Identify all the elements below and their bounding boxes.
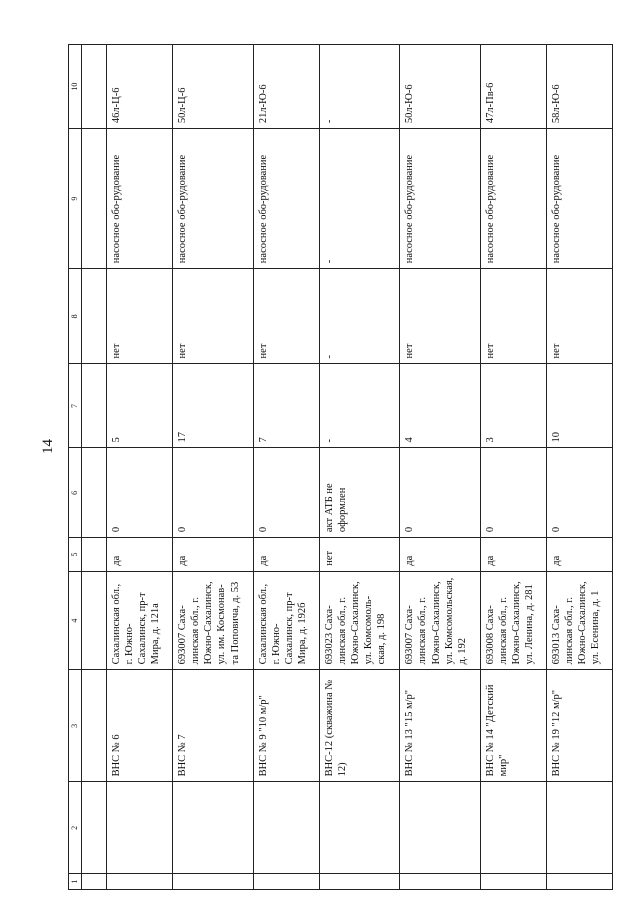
table-cell <box>400 874 481 890</box>
table-cell-col5: да <box>480 538 546 572</box>
table-cell-col6: 0 <box>173 448 254 538</box>
table-cell <box>82 448 107 538</box>
table-cell-col6: акт АТБ не оформлен <box>319 448 400 538</box>
table-cell-col10: 58л-Ю-6 <box>546 45 612 129</box>
table-row <box>173 45 254 890</box>
table-cell-col8: - <box>319 269 400 364</box>
table-cell-col5: да <box>253 538 319 572</box>
table-cell-col6: 0 <box>253 448 319 538</box>
table-row <box>107 45 173 890</box>
table-cell-col7: 3 <box>480 364 546 448</box>
table-cell-col7: 7 <box>253 364 319 448</box>
table-cell-col4: Сахалинская обл., г. Южно-Сахалинск, пр-т Мира, д. 121а <box>107 571 173 670</box>
table-cell-col3: ВНС № 13 "15 м/р" <box>400 670 481 782</box>
table-cell <box>546 874 612 890</box>
table-cell-col6: 0 <box>546 448 612 538</box>
table-cell <box>82 269 107 364</box>
table-cell-col9: насосное обо-рудование <box>107 129 173 269</box>
table-body <box>82 45 613 890</box>
column-number: 9 <box>69 129 82 269</box>
column-number: 4 <box>69 571 82 670</box>
table-cell <box>480 874 546 890</box>
table-cell-col3: ВНС № 6 <box>107 670 173 782</box>
column-number: 3 <box>69 670 82 782</box>
table-cell-col3: ВНС № 7 <box>173 670 254 782</box>
table-cell <box>82 45 107 129</box>
table-cell <box>82 364 107 448</box>
column-number: 6 <box>69 448 82 538</box>
column-number: 7 <box>69 364 82 448</box>
table-cell-col7: 4 <box>400 364 481 448</box>
table-cell-col4: 693008 Саха-линская обл., г. Южно-Сахалинск, ул. Ленина, д. 281 <box>480 571 546 670</box>
table-cell-col10: - <box>319 45 400 129</box>
table-row <box>480 45 546 890</box>
table-cell-col3: ВНС № 9 "10 м/р" <box>253 670 319 782</box>
table-cell <box>253 874 319 890</box>
column-number: 1 <box>69 874 82 890</box>
document-sheet <box>68 44 613 890</box>
page-number: 14 <box>40 439 56 454</box>
table-cell-col9: насосное обо-рудование <box>173 129 254 269</box>
table-cell-col4: 693013 Саха-линская обл., г. Южно-Сахалинск, ул. Есенина, д. 1 <box>546 571 612 670</box>
table-cell-col10: 46л-Ц-6 <box>107 45 173 129</box>
table-cell-col10: 50л-Ю-6 <box>400 45 481 129</box>
table-cell-col5: нет <box>319 538 400 572</box>
table-cell <box>82 129 107 269</box>
table-cell-col9: насосное обо-рудование <box>400 129 481 269</box>
table-cell-col6: 0 <box>107 448 173 538</box>
table-cell-col6: 0 <box>400 448 481 538</box>
table-cell <box>173 782 254 874</box>
table-cell-col9: насосное обо-рудование <box>546 129 612 269</box>
column-number: 10 <box>69 45 82 129</box>
table-cell <box>319 874 400 890</box>
table-cell-col10: 50л-Ц-6 <box>173 45 254 129</box>
table-cell-col10: 47л-Пв-6 <box>480 45 546 129</box>
spacer-row <box>82 45 107 890</box>
table-cell-col5: да <box>546 538 612 572</box>
column-number: 2 <box>69 782 82 874</box>
table-cell-col5: да <box>107 538 173 572</box>
table-cell-col9: насосное обо-рудование <box>253 129 319 269</box>
table-cell-col8: нет <box>400 269 481 364</box>
table-cell <box>82 874 107 890</box>
table-cell-col3: ВНС № 19 "12 м/р" <box>546 670 612 782</box>
table-cell <box>82 670 107 782</box>
table-row <box>319 45 400 890</box>
table-cell <box>319 782 400 874</box>
column-number: 5 <box>69 538 82 572</box>
table-cell-col10: 21л-Ю-6 <box>253 45 319 129</box>
table-cell <box>107 874 173 890</box>
table-cell-col3: ВНС № 14 "Детский мир" <box>480 670 546 782</box>
table-wrapper <box>68 44 613 890</box>
table-cell-col5: да <box>173 538 254 572</box>
table-cell-col4: 693007 Саха-линская обл., г. Южно-Сахалинск, ул. им. Космонав-та Поповича, д. 53 <box>173 571 254 670</box>
table-cell-col8: нет <box>253 269 319 364</box>
table-cell-col4: 693023 Саха-линская обл., г. Южно-Сахалинск, ул. Комсомоль-ская, д. 198 <box>319 571 400 670</box>
table-cell-col4: 693007 Саха-линская обл., г. Южно-Сахалинск, ул. Комсомольская, д. 192 <box>400 571 481 670</box>
table-row <box>400 45 481 890</box>
table-cell <box>107 782 173 874</box>
table-cell-col8: нет <box>480 269 546 364</box>
table-cell-col5: да <box>400 538 481 572</box>
table-cell-col7: 10 <box>546 364 612 448</box>
table-row <box>253 45 319 890</box>
table-cell-col7: 5 <box>107 364 173 448</box>
facility-table <box>68 44 613 890</box>
table-cell-col7: 17 <box>173 364 254 448</box>
table-cell <box>546 782 612 874</box>
column-number: 8 <box>69 269 82 364</box>
table-cell <box>253 782 319 874</box>
column-number-row <box>69 45 82 890</box>
table-cell-col4: Сахалинская обл., г. Южно-Сахалинск, пр-т Мира, д. 192б <box>253 571 319 670</box>
table-cell-col8: нет <box>173 269 254 364</box>
table-cell <box>82 538 107 572</box>
table-cell-col3: ВНС-12 (скважина № 12) <box>319 670 400 782</box>
table-cell-col6: 0 <box>480 448 546 538</box>
table-cell-col9: насосное обо-рудование <box>480 129 546 269</box>
table-cell <box>400 782 481 874</box>
table-cell <box>82 782 107 874</box>
table-cell-col9: - <box>319 129 400 269</box>
table-row <box>546 45 612 890</box>
table-cell-col8: нет <box>546 269 612 364</box>
table-cell <box>82 571 107 670</box>
table-cell <box>480 782 546 874</box>
table-cell-col7: - <box>319 364 400 448</box>
table-cell-col8: нет <box>107 269 173 364</box>
table-cell <box>173 874 254 890</box>
